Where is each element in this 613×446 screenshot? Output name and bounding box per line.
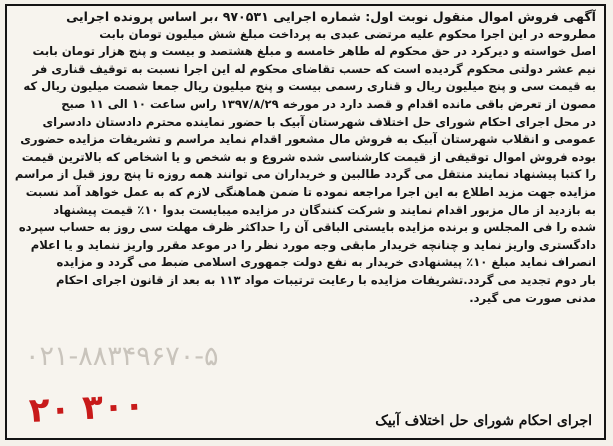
signature-block [15,410,592,429]
notice-line: به قیمت سی و پنج میلیون ریال و قناری رسمی بیست و پنج میلیون ریال جمعا شصت میلیون ریال که [23,79,596,94]
notice-line: مصون از تعرض باقی مانده اقدام و قصد دارد در مورخه ۱۳۹۷/۸/۲۹ راس ساعت ۱۰ الی ۱۱ صبح [61,96,596,111]
issuer-signature: اجرای احکام شورای حل اختلاف آبیک [375,413,592,429]
notice-line: شده را فی المجلس و برنده مزایده بایستی الباقی آن را حداکثر ظرف مهلت سی روز به حساب سپرده [18,220,596,235]
notice-line: نیم عشر دولتی محکوم گردیده است که حسب تقاضای محکوم له این اجرا نسبت به توقیف قناری فر [32,61,596,76]
notice-line: به بازدید از مال مزبور اقدام نمایند و شرکت کنندگان در مزایده میبایست بدوا ۱۰٪ قیمت پیشنهاد [53,202,596,217]
notice-line: آگهی فروش اموال منقول نوبت اول: شماره اجرایی ۹۷۰۵۳۱ ،بر اساس پرونده اجرایی [66,9,596,24]
notice-line: اصل خواسته و دیرکرد در حق محکوم له طاهر خامسه و مبلغ هشتصد و بیست و پنج هزار تومان بابت [32,44,596,59]
notice-line: را کتبا پیشنهاد نمایند منتقل می گردد طالبین و خریداران می توانند همه روزه تا پنج روز قبل از مراسم [15,167,596,182]
notice-line: بار دوم تجدید می گردد.تشریفات مزایده با رعایت ترتیبات مواد ۱۱۳ به بعد از قانون اجرای احکام [56,272,596,287]
notice-line: مطروحه در این اجرا محکوم علیه مرتضی عبدی به پرداخت مبلغ شش میلیون تومان بابت [99,26,596,41]
notice-body [15,8,596,307]
notice-line: دادگستری واریز نماید و چنانچه خریدار مابقی وجه مورد نظر را در موعد مقرر واریز ننماید و یا اعلام [30,237,596,252]
notice-line: در محل اجرای احکام شورای حل اختلاف شهرستان آبیک با حضور نماینده محترم دادستان دادسرای [42,114,596,129]
red-handwritten-stamp: ۲۰ ۳۰۰ [28,385,146,431]
notice-line: عمومی و انقلاب شهرستان آبیک به فروش مال مشعور اقدام نماید مراسم و تشریفات مزایده حضوری [20,132,596,147]
notice-line: انصراف نماید مبلغ ۱۰٪ پیشنهادی خریدار به نفع دولت جمهوری اسلامی ضبط می گردد و مزایده [56,255,596,270]
notice-box [5,4,606,440]
phone-watermark: ۰۲۱-۸۸۳۴۹۶۷۰-۵ [25,341,219,372]
notice-line: مزایده جهت مزید اطلاع به این اجرا مراجعه نموده تا ضمن هماهنگی لازم که به عمل خواهد آمد نسبت [25,184,596,199]
notice-line: بوده فروش اموال توقیفی از قیمت کارشناسی شده شروع و به شخص و یا اشخاص که بالاترین قیمت [21,149,596,164]
notice-line: مدنی صورت می گیرد. [469,290,596,305]
